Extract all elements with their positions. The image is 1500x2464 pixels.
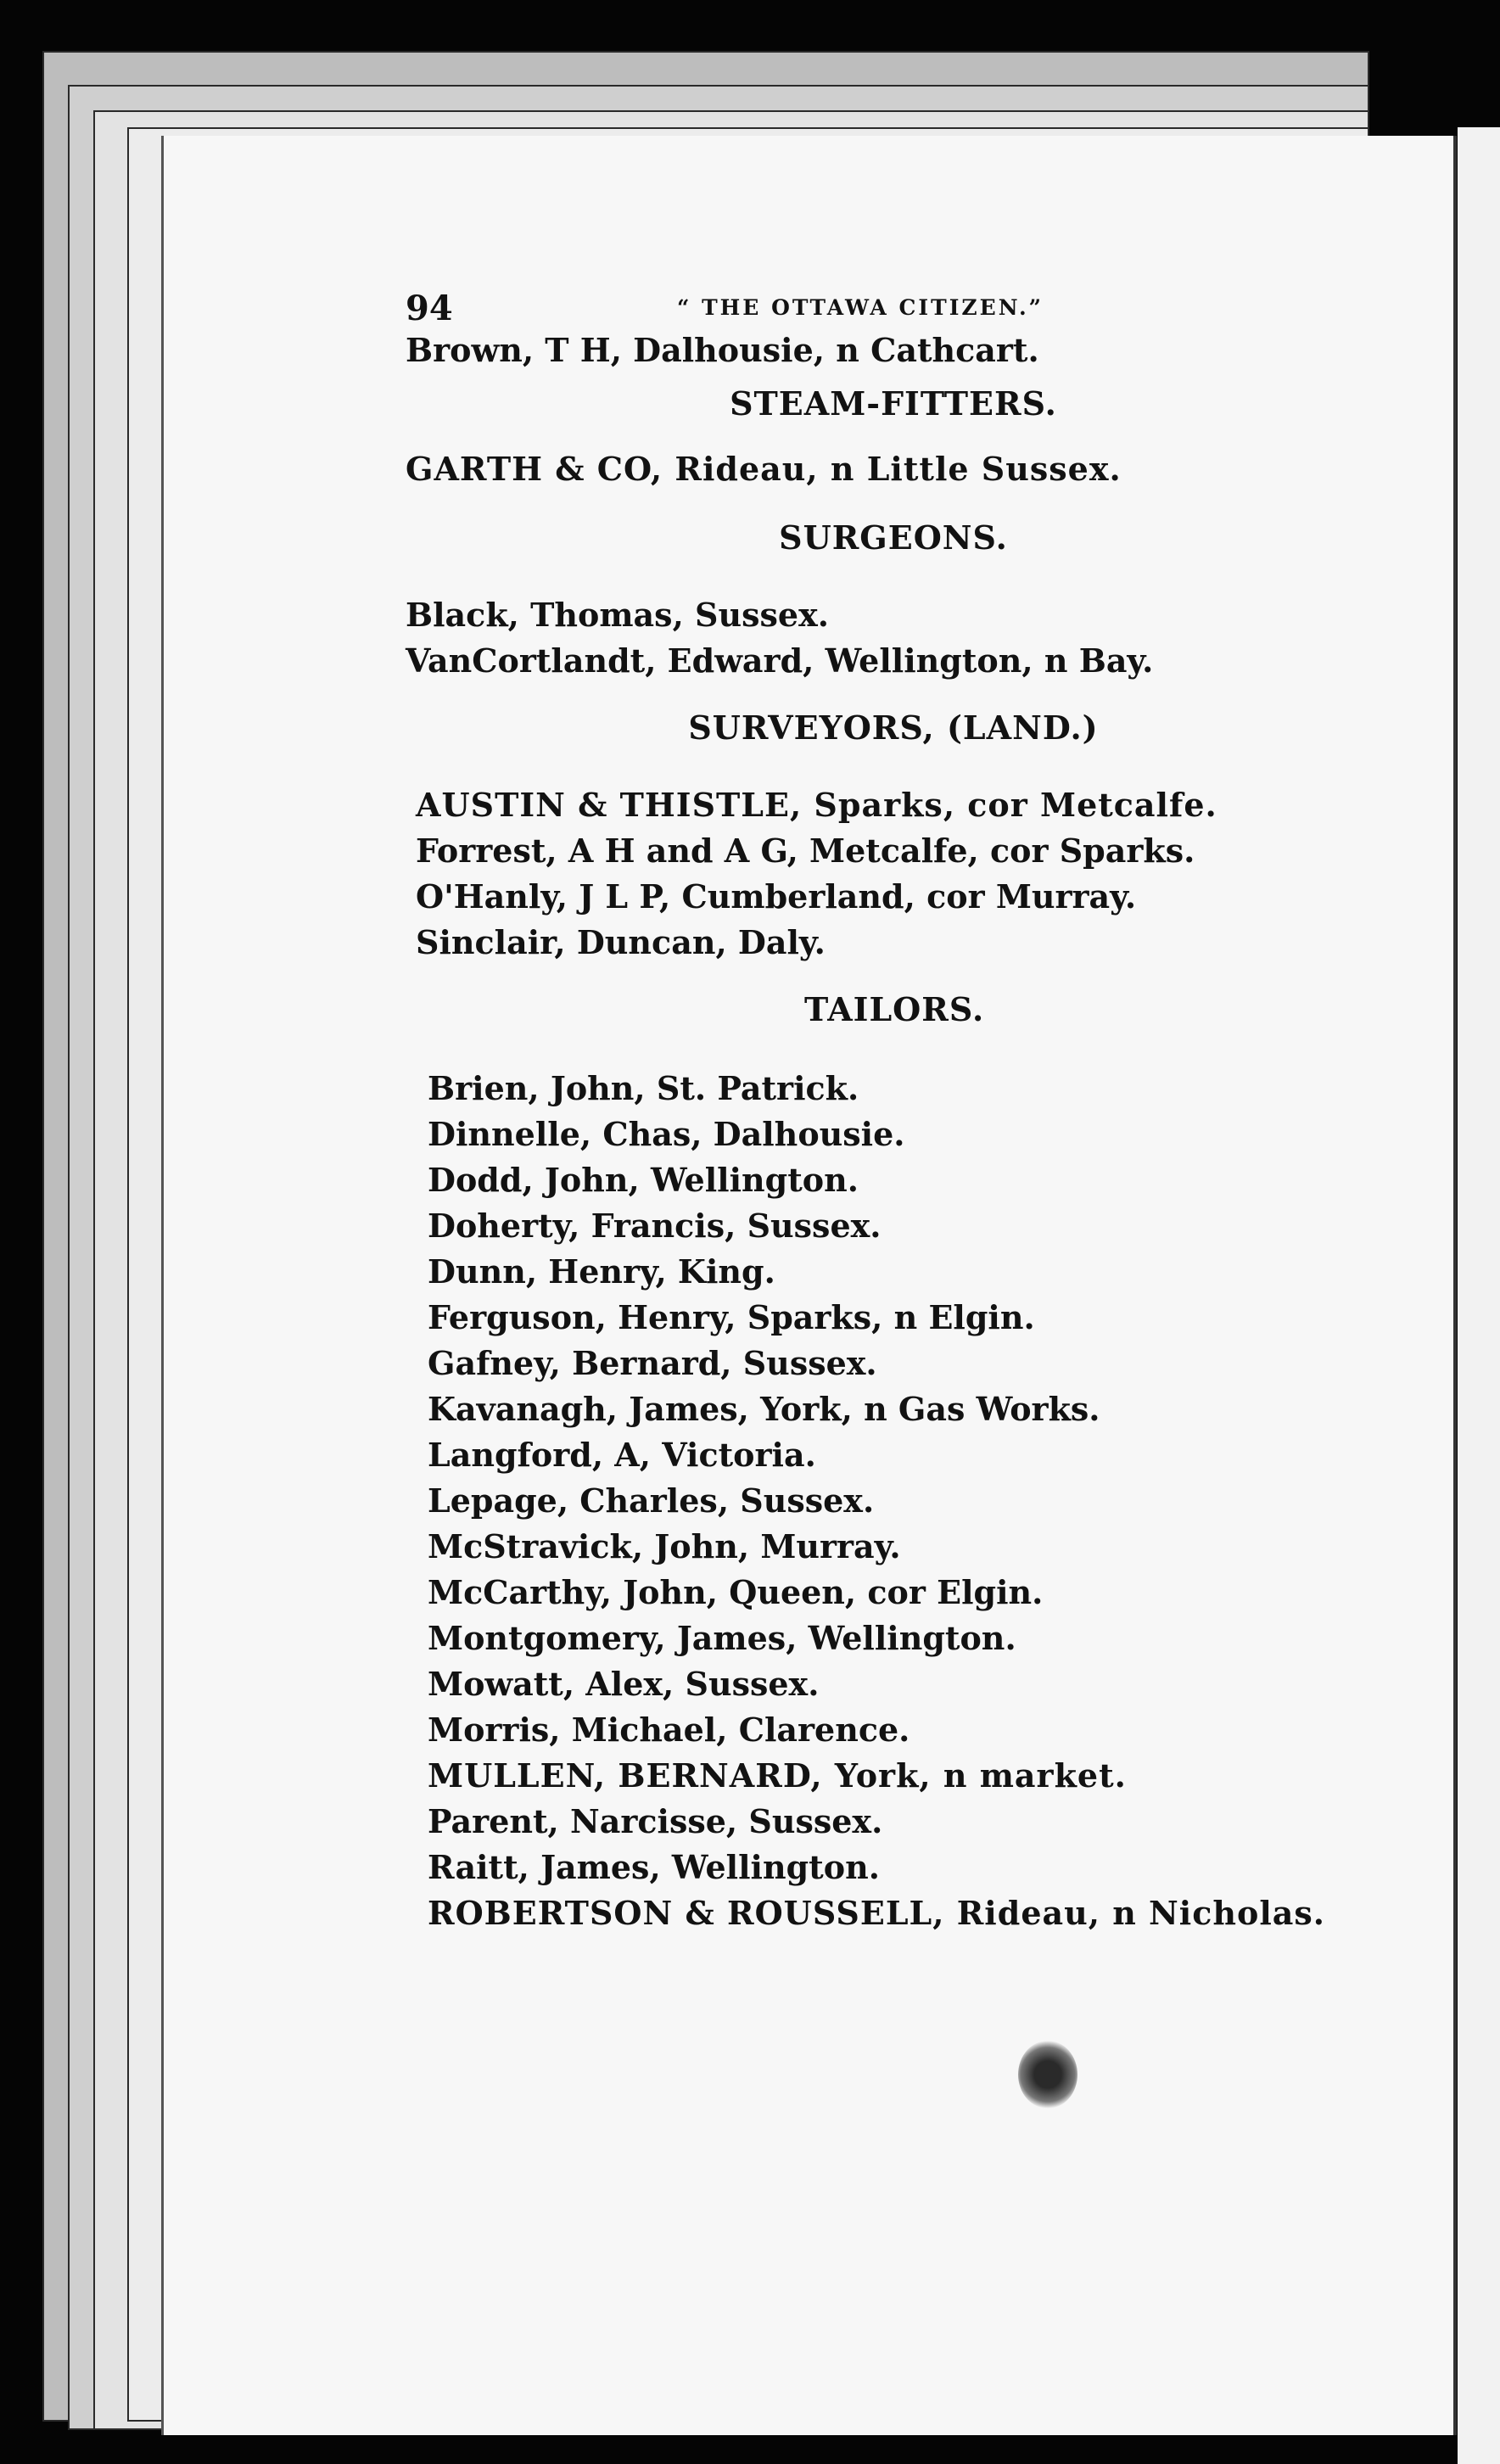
directory-entry: McCarthy, John, Queen, cor Elgin. — [428, 1573, 1044, 1611]
directory-entry: Lepage, Charles, Sussex. — [428, 1481, 875, 1520]
directory-entry: Brien, John, St. Patrick. — [428, 1069, 859, 1107]
directory-entry: Doherty, Francis, Sussex. — [428, 1207, 882, 1245]
section-heading: STEAM-FITTERS. — [730, 384, 1057, 423]
page-header — [406, 272, 1381, 331]
directory-entry: McStravick, John, Murray. — [428, 1527, 901, 1565]
directory-entry: GARTH & CO, Rideau, n Little Sussex. — [406, 450, 1122, 488]
directory-entry: ROBERTSON & ROUSSELL, Rideau, n Nicholas. — [428, 1894, 1326, 1932]
directory-entry: Gafney, Bernard, Sussex. — [428, 1344, 877, 1382]
directory-entry: Ferguson, Henry, Sparks, n Elgin. — [428, 1298, 1035, 1336]
directory-entry: Morris, Michael, Clarence. — [428, 1711, 910, 1749]
directory-entry: Dodd, John, Wellington. — [428, 1161, 859, 1199]
directory-entry: Raitt, James, Wellington. — [428, 1848, 880, 1886]
directory-entry: Dunn, Henry, King. — [428, 1252, 775, 1291]
directory-entry: Kavanagh, James, York, n Gas Works. — [428, 1390, 1100, 1428]
ink-smudge — [1018, 2041, 1077, 2108]
directory-entry: AUSTIN & THISTLE, Sparks, cor Metcalfe. — [416, 786, 1217, 824]
section-heading: SURVEYORS, (LAND.) — [688, 708, 1099, 747]
running-header: “ THE OTTAWA CITIZEN.” — [677, 295, 1044, 320]
directory-entry: VanCortlandt, Edward, Wellington, n Bay. — [406, 641, 1154, 680]
directory-entry: Dinnelle, Chas, Dalhousie. — [428, 1115, 905, 1153]
directory-entry: Mowatt, Alex, Sussex. — [428, 1665, 820, 1703]
directory-entry: Sinclair, Duncan, Daly. — [416, 923, 826, 961]
directory-text — [406, 272, 1381, 1936]
facing-page-edge — [1458, 127, 1500, 2464]
section-heading: TAILORS. — [804, 990, 985, 1028]
directory-entry: Black, Thomas, Sussex. — [406, 596, 829, 634]
directory-entry: Parent, Narcisse, Sussex. — [428, 1802, 883, 1840]
directory-entry: Langford, A, Victoria. — [428, 1436, 816, 1474]
directory-entry: Forrest, A H and A G, Metcalfe, cor Sparks. — [416, 832, 1195, 870]
page-number: 94 — [406, 288, 453, 328]
directory-entry: Montgomery, James, Wellington. — [428, 1619, 1016, 1657]
directory-entry: Brown, T H, Dalhousie, n Cathcart. — [406, 331, 1039, 369]
section-heading: SURGEONS. — [779, 518, 1008, 557]
directory-entry: O'Hanly, J L P, Cumberland, cor Murray. — [416, 877, 1137, 916]
directory-entry: MULLEN, BERNARD, York, n market. — [428, 1756, 1127, 1795]
